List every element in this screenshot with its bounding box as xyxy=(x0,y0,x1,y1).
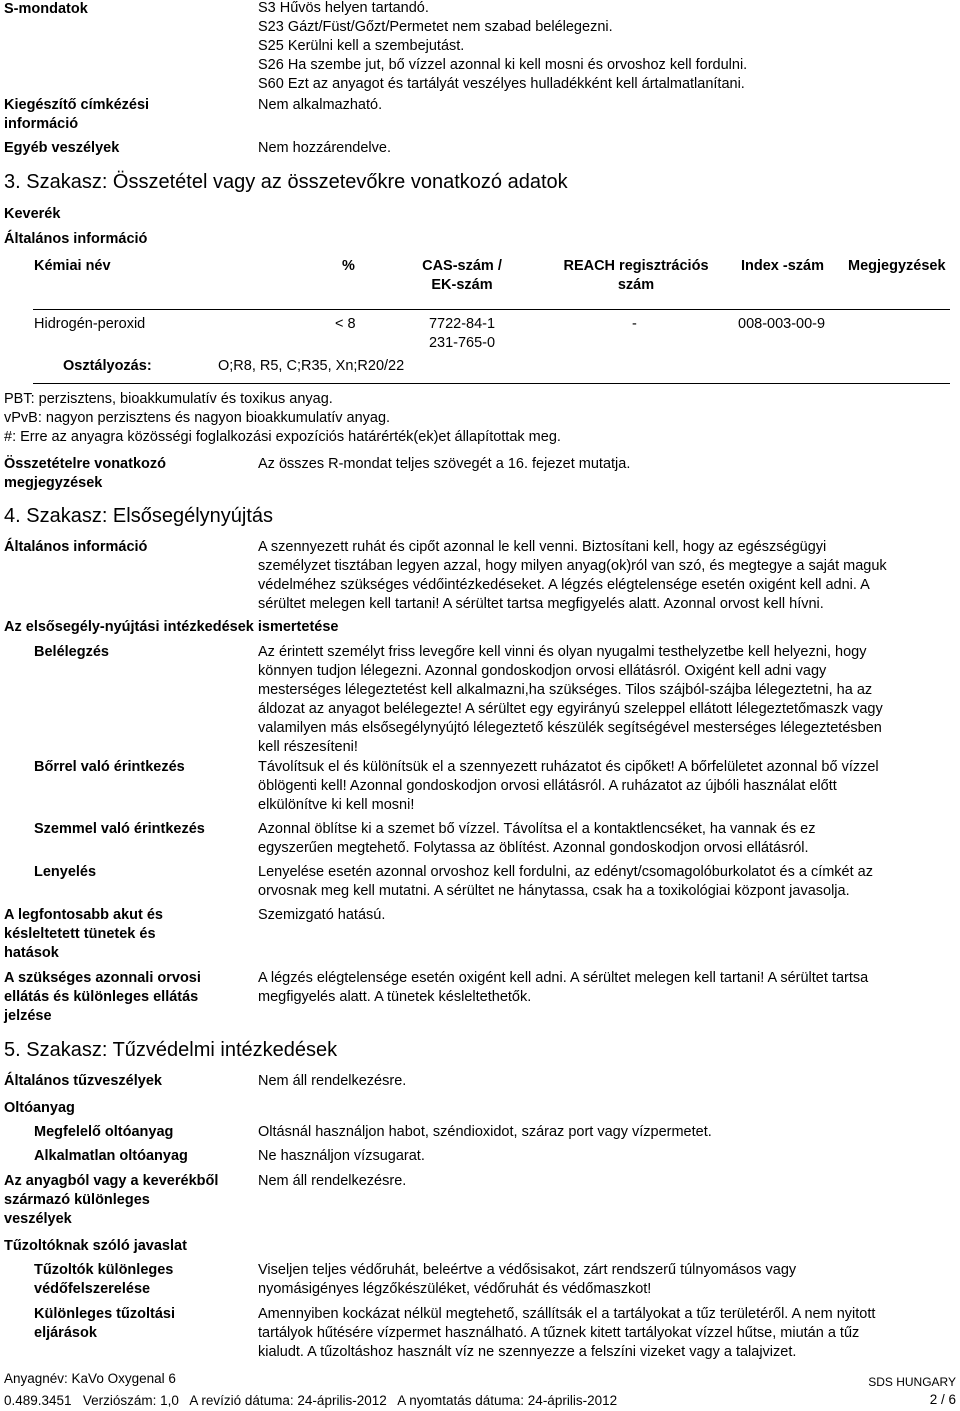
general-info-label: Általános információ xyxy=(4,231,148,247)
footer-sds-region: SDS HUNGARY xyxy=(868,1375,956,1389)
inhalation-text xyxy=(258,643,883,757)
text-line: öblögenti kell! Azonnal gondoskodjon orvosi ellátásról. A ruházatot az újbóli használat előtt xyxy=(258,778,837,794)
text-line: védelméhez szükséges védőintézkedéseket. A légzés elégtelensége esetén oxigént kell adni. A xyxy=(258,577,870,593)
text-line: Távolítsuk el és különítsük el a szennyezett ruházatot és cipőket! A bőrfelületet azonnal bő vízzel xyxy=(258,759,879,775)
s-phrase: S23 Gázt/Füst/Gőzt/Permetet nem szabad belélegezni. xyxy=(258,19,613,35)
text-line: megfigyelés alatt. A tünetek késleltethetők. xyxy=(258,989,532,1005)
label-line: eljárások xyxy=(34,1325,97,1341)
ingestion-text xyxy=(258,863,873,901)
skin-contact-text xyxy=(258,758,879,815)
col-notes: Megjegyzések xyxy=(848,258,946,274)
label-line: jelzése xyxy=(4,1008,52,1024)
table-bottom-rule xyxy=(33,383,950,384)
label-line: A szükséges azonnali orvosi xyxy=(4,970,201,986)
footnotes xyxy=(4,390,561,447)
special-procedures-text xyxy=(258,1305,875,1362)
suitable-media-label: Megfelelő oltóanyag xyxy=(34,1124,174,1140)
supplemental-label xyxy=(4,96,149,134)
classification-value: O;R8, R5, C;R35, Xn;R20/22 xyxy=(218,358,405,374)
unsuitable-media-label: Alkalmatlan oltóanyag xyxy=(34,1148,188,1164)
eye-contact-text xyxy=(258,820,815,858)
supplemental-label-line: információ xyxy=(4,116,79,132)
footnote: #: Erre az anyagra közösségi foglalkozási expozíciós határérték(ek)et állapítottak meg. xyxy=(4,429,561,445)
mixture-label: Keverék xyxy=(4,206,61,222)
footnote: vPvB: nagyon perzisztens és nagyon bioakkumulatív anyag. xyxy=(4,410,391,426)
col-index: Index -szám xyxy=(741,258,824,274)
symptoms-label xyxy=(4,906,163,963)
s-phrase: S25 Kerülni kell a szembejutást. xyxy=(258,38,465,54)
special-hazards-label xyxy=(4,1172,218,1229)
general-fire-hazards-value: Nem áll rendelkezésre. xyxy=(258,1073,407,1089)
text-line: nyomásigényes légzőkészüléket, védőruhát és védőmaszkot! xyxy=(258,1281,652,1297)
classification-label: Osztályozás: xyxy=(63,358,152,374)
ingestion-label: Lenyelés xyxy=(34,864,97,880)
s-phrases-list xyxy=(258,0,747,94)
label-line: Különleges tűzoltási xyxy=(34,1306,175,1322)
footer-doc-line: 0.489.3451 Verziószám: 1,0 A revízió dátuma: 24-április-2012 A nyomtatás dátuma: 24-április-2012 xyxy=(4,1393,618,1408)
text-line: Az érintett személyt friss levegőre kell vinni és olyan nyugalmi testhelyzetbe kell helyezni, hogy xyxy=(258,644,867,660)
col-cas-line: CAS-szám / xyxy=(422,258,502,274)
firefighter-ppe-text xyxy=(258,1261,796,1299)
text-line: kell részesíteni! xyxy=(258,739,358,755)
section4-heading: 4. Szakasz: Elsősegélynyújtás xyxy=(4,505,274,527)
col-reach xyxy=(548,257,724,295)
comp-comments-label xyxy=(4,455,166,493)
row-cas: 7722-84-1 xyxy=(428,316,496,332)
col-cas xyxy=(402,257,522,295)
text-line: személyzet tisztában legyen azzal, hogy milyen anyag(ok)ról van szó, és megtegye a saját maguk xyxy=(258,558,887,574)
text-line: elkülönítve ki kell mosni! xyxy=(258,797,415,813)
label-line: ellátás és különleges ellátás xyxy=(4,989,199,1005)
col-reach-line: szám xyxy=(617,277,655,293)
s-phrase: S26 Ha szembe jut, bő vízzel azonnal ki kell mosni és orvoshoz kell fordulni. xyxy=(258,57,748,73)
special-hazards-value: Nem áll rendelkezésre. xyxy=(258,1173,407,1189)
comp-comments-label-line: megjegyzések xyxy=(4,475,103,491)
text-line: orvosnak meg kell mutatni. A sérültet ne hánytassa, csak ha a toxikológiai központ javasolja. xyxy=(258,883,850,899)
text-line: könnyen tudjon lélegezni. Azonnal gondoskodjon orvosi ellátásról. Oxigént kell adni vagy xyxy=(258,663,827,679)
comp-comments-value: Az összes R-mondat teljes szövegét a 16. fejezet mutatja. xyxy=(258,456,631,472)
text-line: A szennyezett ruhát és cipőt azonnal le kell venni. Biztosítani kell, hogy az egészségügyi xyxy=(258,539,827,555)
unsuitable-media-value: Ne használjon vízsugarat. xyxy=(258,1148,425,1164)
label-line: védőfelszerelése xyxy=(34,1281,151,1297)
label-line: veszélyek xyxy=(4,1211,72,1227)
text-line: valamilyen más elsősegélynyújtó lélegeztető készülék segítségével mesterséges lélegeztetésben xyxy=(258,720,882,736)
section3-heading: 3. Szakasz: Összetétel vagy az összetevőkre vonatkozó adatok xyxy=(4,171,568,193)
label-line: A legfontosabb akut és xyxy=(4,907,163,923)
row-reach: - xyxy=(632,316,637,332)
row-cas-ec xyxy=(402,315,522,353)
section5-heading: 5. Szakasz: Tűzvédelmi intézkedések xyxy=(4,1039,338,1061)
special-procedures-label xyxy=(34,1305,175,1343)
label-line: késleltetett tünetek és xyxy=(4,926,156,942)
comp-comments-label-line: Összetételre vonatkozó xyxy=(4,456,166,472)
label-line: Az anyagból vagy a keverékből xyxy=(4,1173,219,1189)
firefighter-ppe-label xyxy=(34,1261,173,1299)
inhalation-label: Belélegzés xyxy=(34,644,109,660)
extinguishing-media-label: Oltóanyag xyxy=(4,1100,75,1116)
row-chem-name: Hidrogén-peroxid xyxy=(34,316,146,332)
footer-product-name: Anyagnév: KaVo Oxygenal 6 xyxy=(4,1371,176,1386)
firefighter-advice-label: Tűzoltóknak szóló javaslat xyxy=(4,1238,187,1254)
row-ec: 231-765-0 xyxy=(428,335,496,351)
text-line: Amennyiben kockázat nélkül megtehető, szállítsák el a tartályokat a tűz területéről. A nem nyitott xyxy=(258,1306,876,1322)
general-fire-hazards-label: Általános tűzveszélyek xyxy=(4,1073,162,1089)
col-percent: % xyxy=(342,258,355,274)
s4-general-text xyxy=(258,538,887,614)
col-reach-line: REACH regisztrációs xyxy=(563,258,709,274)
text-line: Viseljen teljes védőruhát, beleértve a védősisakot, zárt rendszerű túlnyomásos vagy xyxy=(258,1262,797,1278)
table-header-rule xyxy=(33,309,950,310)
eye-contact-label: Szemmel való érintkezés xyxy=(34,821,205,837)
suitable-media-value: Oltásnál használjon habot, széndioxidot, száraz port vagy vízpermetet. xyxy=(258,1124,712,1140)
skin-contact-label: Bőrrel való érintkezés xyxy=(34,759,185,775)
s-phrase: S3 Hűvös helyen tartandó. xyxy=(258,0,429,16)
text-line: egyszerűen megtehető. Folytassa az öblítést. Azonnal gondoskodjon orvosi ellátásról. xyxy=(258,840,809,856)
text-line: mesterséges lélegeztetést kell alkalmazni,ha szükséges. Tilos szájból-szájba lélegeztetni, ha az xyxy=(258,682,873,698)
col-cas-line: EK-szám xyxy=(431,277,493,293)
measures-heading: Az elsősegély-nyújtási intézkedések ismertetése xyxy=(4,619,339,635)
text-line: sérültet melegen kell tartani! A sérültet tartsa megfigyelés alatt. Azonnal orvost kell hívni. xyxy=(258,596,824,612)
supplemental-label-line: Kiegészítő címkézési xyxy=(4,97,150,113)
symptoms-value: Szemizgató hatású. xyxy=(258,907,386,923)
text-line: kialudt. A tűzoltáshoz használt víz ne szennyezze a felszíni vizeket vagy a talajvizet. xyxy=(258,1344,797,1360)
s-phrase: S60 Ezt az anyagot és tartályát veszélyes hulladékként kell ártalmatlanítani. xyxy=(258,76,745,92)
col-chem-name: Kémiai név xyxy=(34,258,111,274)
other-hazards-label: Egyéb veszélyek xyxy=(4,140,120,156)
medical-attention-label xyxy=(4,969,201,1026)
text-line: tartályok hűtésére vízpermet használható. A tűznek kitett tartályokat vízzel hűtse, miután a tűz xyxy=(258,1325,860,1341)
medical-attention-text xyxy=(258,969,868,1007)
other-hazards-value: Nem hozzárendelve. xyxy=(258,140,391,156)
text-line: áldozat az anyagot belélegezte! A sérültet egy egyirányú szeleppel ellátott lélegeztetőmaszk vagy xyxy=(258,701,883,717)
s-phrases-label: S-mondatok xyxy=(4,1,88,17)
row-index: 008-003-00-9 xyxy=(738,316,826,332)
s4-general-label: Általános információ xyxy=(4,539,148,555)
label-line: hatások xyxy=(4,945,59,961)
footer-page-number: 2 / 6 xyxy=(929,1392,956,1407)
label-line: Tűzoltók különleges xyxy=(34,1262,174,1278)
text-line: A légzés elégtelensége esetén oxigént kell adni. A sérültet melegen kell tartani! A sérültet tartsa xyxy=(258,970,869,986)
row-percent: < 8 xyxy=(335,316,356,332)
text-line: Azonnal öblítse ki a szemet bő vízzel. Távolítsa el a kontaktlencséket, ha vannak és ez xyxy=(258,821,816,837)
footnote: PBT: perzisztens, bioakkumulatív és toxikus anyag. xyxy=(4,391,333,407)
label-line: származó különleges xyxy=(4,1192,150,1208)
supplemental-value: Nem alkalmazható. xyxy=(258,97,383,113)
text-line: Lenyelése esetén azonnal orvoshoz kell fordulni, az edényt/csomagolóburkolatot és a címkét az xyxy=(258,864,873,880)
